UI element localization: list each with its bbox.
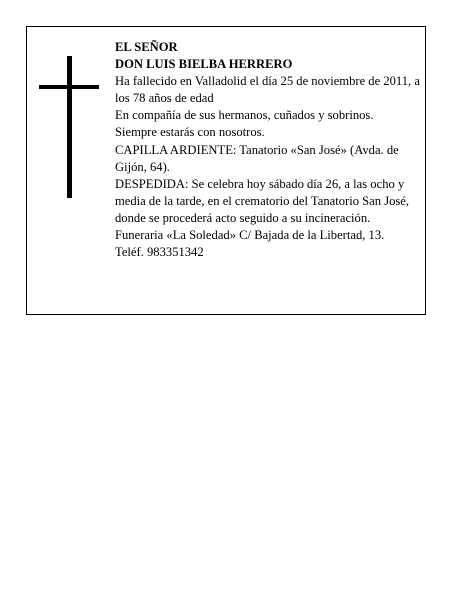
farewell-line: Siempre estarás con nosotros. bbox=[115, 125, 265, 140]
phone-line: Teléf. 983351342 bbox=[115, 245, 204, 260]
cross-horizontal-bar bbox=[39, 85, 99, 89]
notice-title: EL SEÑOR bbox=[115, 40, 178, 54]
obituary-notice bbox=[26, 26, 426, 315]
deceased-name: DON LUIS BIELBA HERRERO bbox=[115, 57, 293, 72]
cross-vertical-bar bbox=[67, 56, 72, 198]
funeral-home-line: Funeraria «La Soledad» C/ Bajada de la Libertad, 13. bbox=[115, 228, 385, 243]
family-line: En compañía de sus hermanos, cuñados y sobrinos. bbox=[115, 108, 374, 123]
death-announcement: Ha fallecido en Valladolid el día 25 de noviembre de 2011, a los 78 años de edad bbox=[115, 74, 420, 106]
notice-text bbox=[115, 39, 429, 261]
chapel-line: CAPILLA ARDIENTE: Tanatorio «San José» (Avda. de Gijón, 64). bbox=[115, 142, 399, 174]
service-line: DESPEDIDA: Se celebra hoy sábado día 26, a las ocho y media de la tarde, en el crematorio del Tanatorio San José, donde se procederá acto seguido a su incineración. bbox=[115, 176, 410, 225]
